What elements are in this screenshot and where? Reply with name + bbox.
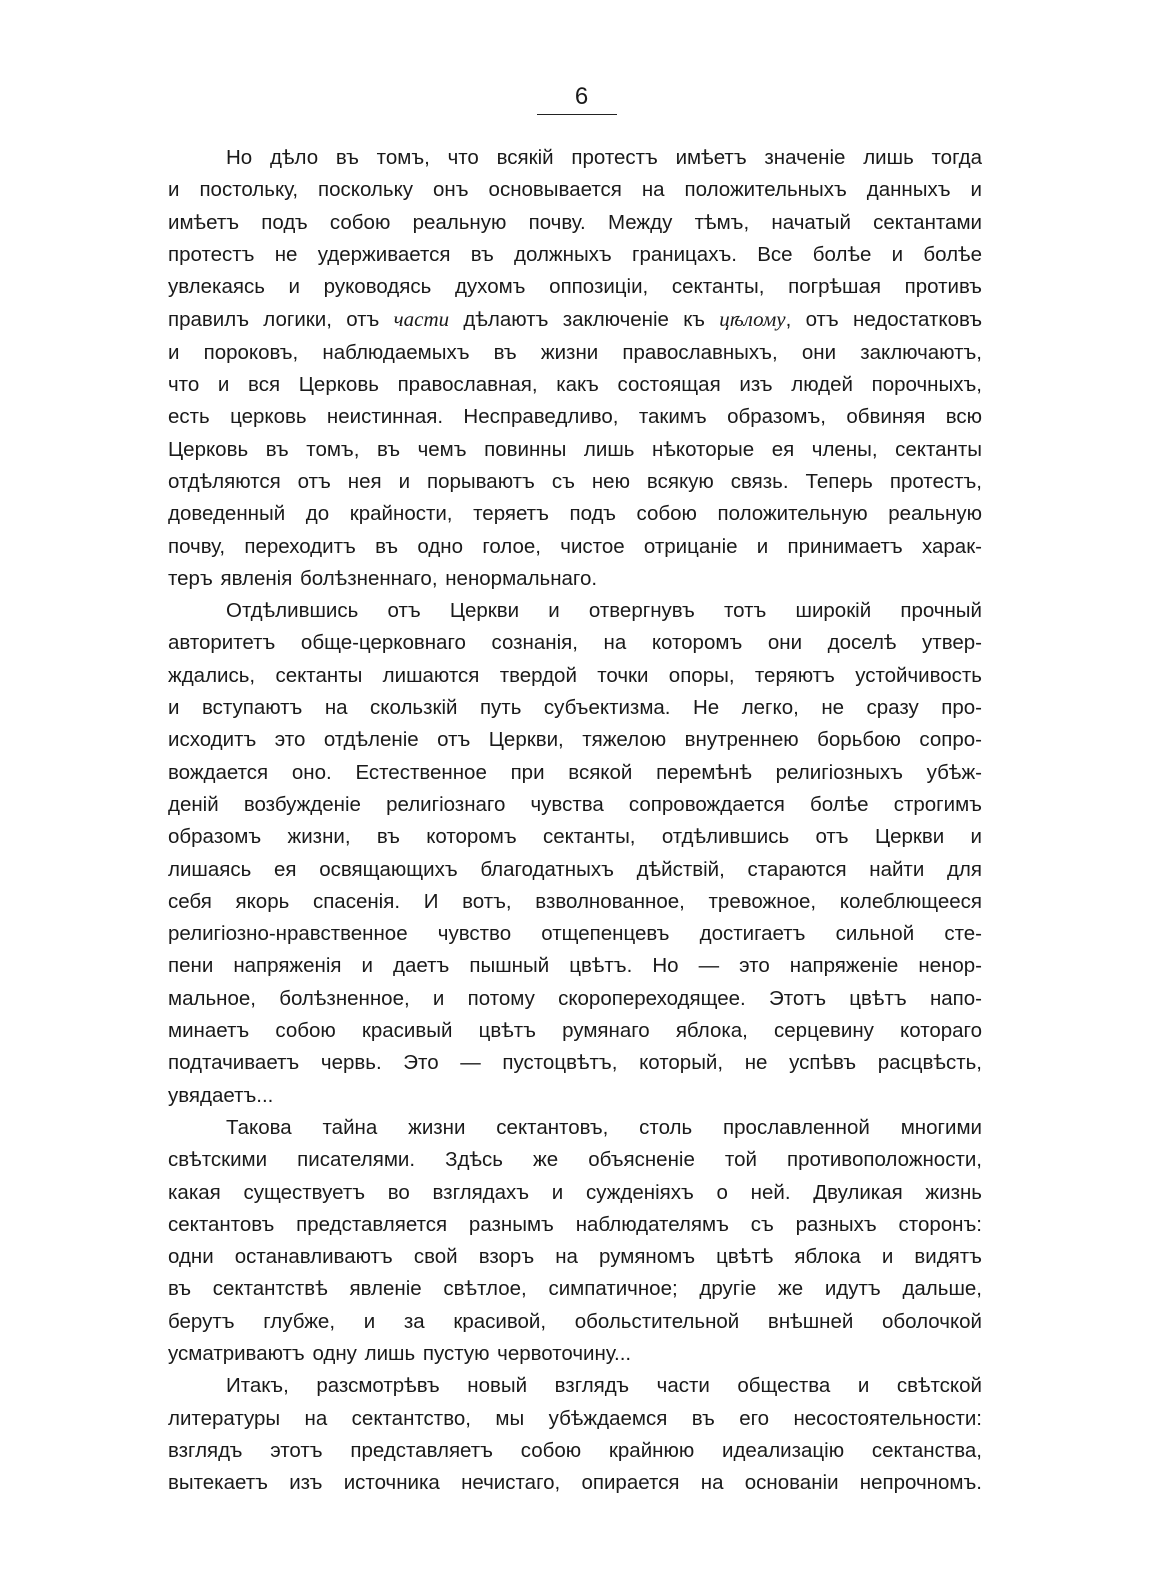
text-line: отдѣляются отъ нея и порываютъ съ нею всякую связь. Теперь протестъ, [168,469,982,493]
text-line: Итакъ, разсмотрѣвъ новый взглядъ части общества и свѣтской [226,1374,982,1398]
text-line: авторитетъ обще-церковнаго сознанія, на которомъ они доселѣ утвер- [168,631,982,655]
text-line: Но дѣло въ томъ, что всякій протестъ имѣетъ значеніе лишь тогда [226,146,982,169]
text-line: увлекаясь и руководясь духомъ оппозиціи, сектанты, погрѣшая противъ [168,275,982,299]
text-fragment: правилъ логики, отъ [168,308,394,332]
text-fragment: дѣлаютъ заключеніе къ [449,308,720,332]
text-line: исходитъ это отдѣленіе отъ Церкви, тяжелою внутреннею борьбою сопро- [168,728,982,752]
text-line: ждались, сектанты лишаются твердой точки опоры, теряютъ устойчивость [168,663,982,687]
text-line: протестъ не удерживается въ должныхъ границахъ. Все болѣе и болѣе [168,242,982,266]
text-line: сектантовъ представляется разнымъ наблюдателямъ съ разныхъ сторонъ: [168,1212,982,1236]
text-line: свѣтскими писателями. Здѣсь же объясненіе той противоположности, [168,1148,982,1172]
page-body [168,142,982,1499]
text-line: что и вся Церковь православная, какъ состоящая изъ людей порочныхъ, [168,373,982,397]
text-line: вытекаетъ изъ источника нечистаго, опирается на основаніи непрочномъ. [168,1471,982,1495]
text-line: и вступаютъ на скользкій путь субъектизма. Не легко, не сразу про- [168,696,982,720]
text-line: религіозно-нравственное чувство отщепенцевъ достигаетъ сильной сте- [168,922,982,946]
text-line: деній возбужденіе религіознаго чувства сопровождается болѣе строгимъ [168,792,982,816]
text-line: Церковь въ томъ, въ чемъ повинны лишь нѣкоторые ея члены, сектанты [168,437,982,461]
text-line: усматриваютъ одну лишь пустую червоточину... [168,1341,632,1365]
text-line-with-italics [168,303,982,336]
text-line: какая существуетъ во взглядахъ и сужденіяхъ о ней. Двуликая жизнь [168,1180,982,1204]
text-line: одни останавливаютъ свой взоръ на румяномъ цвѣтѣ яблока и видятъ [168,1245,982,1269]
text-line: почву, переходитъ въ одно голое, чистое отрицаніе и принимаетъ харак- [168,534,982,558]
text-line: Такова тайна жизни сектантовъ, столь прославленной многими [226,1115,982,1139]
italic-word: части [393,307,450,332]
page-number-rule [537,114,617,115]
text-line: берутъ глубже, и за красивой, обольстительной внѣшней оболочкой [168,1309,982,1333]
text-line: образомъ жизни, въ которомъ сектанты, отдѣлившись отъ Церкви и [168,825,982,849]
text-line: литературы на сектантство, мы убѣждаемся въ его несостоятельности: [168,1406,982,1430]
text-line: себя якорь спасенія. И вотъ, взволнованное, тревожное, колеблющееся [168,889,982,913]
text-line: доведенный до крайности, теряетъ подъ собою положительную реальную [168,502,982,526]
text-line: подтачиваетъ червь. Это — пустоцвѣтъ, который, не успѣвъ расцвѣсть, [168,1051,982,1075]
text-line: теръ явленія болѣзненнаго, ненормальнаго. [168,566,598,590]
text-line: мальное, болѣзненное, и потому скоропереходящее. Этотъ цвѣтъ напо- [168,986,982,1010]
text-line: имѣетъ подъ собою реальную почву. Между тѣмъ, начатый сектантами [168,210,982,234]
text-line: пени напряженія и даетъ пышный цвѣтъ. Но — это напряженіе ненор- [168,954,982,978]
text-line: минаетъ собою красивый цвѣтъ румянаго яблока, серцевину котораго [168,1019,982,1043]
text-line: есть церковь неистинная. Несправедливо, такимъ образомъ, обвиняя всю [168,405,982,429]
italic-word: цѣлому [719,307,786,332]
page-number: 6 [574,83,589,110]
text-line: въ сектантствѣ явленіе свѣтлое, симпатичное; другіе же идутъ дальше, [168,1277,982,1301]
text-line: Отдѣлившись отъ Церкви и отвергнувъ тотъ широкій прочный [226,599,982,623]
text-fragment: , отъ недостатковъ [785,308,983,332]
text-line: взглядъ этотъ представляетъ собою крайнюю идеализацію сектанства, [168,1438,982,1462]
text-line: вождается оно. Естественное при всякой перемѣнѣ религіозныхъ убѣж- [168,760,982,784]
text-line: увядаетъ... [168,1083,274,1107]
text-line: и пороковъ, наблюдаемыхъ въ жизни православныхъ, они заключаютъ, [168,340,982,364]
text-line: и постольку, поскольку онъ основывается на положительныхъ данныхъ и [168,178,982,202]
text-line: лишаясь ея освящающихъ благодатныхъ дѣйствій, стараются найти для [168,857,982,881]
